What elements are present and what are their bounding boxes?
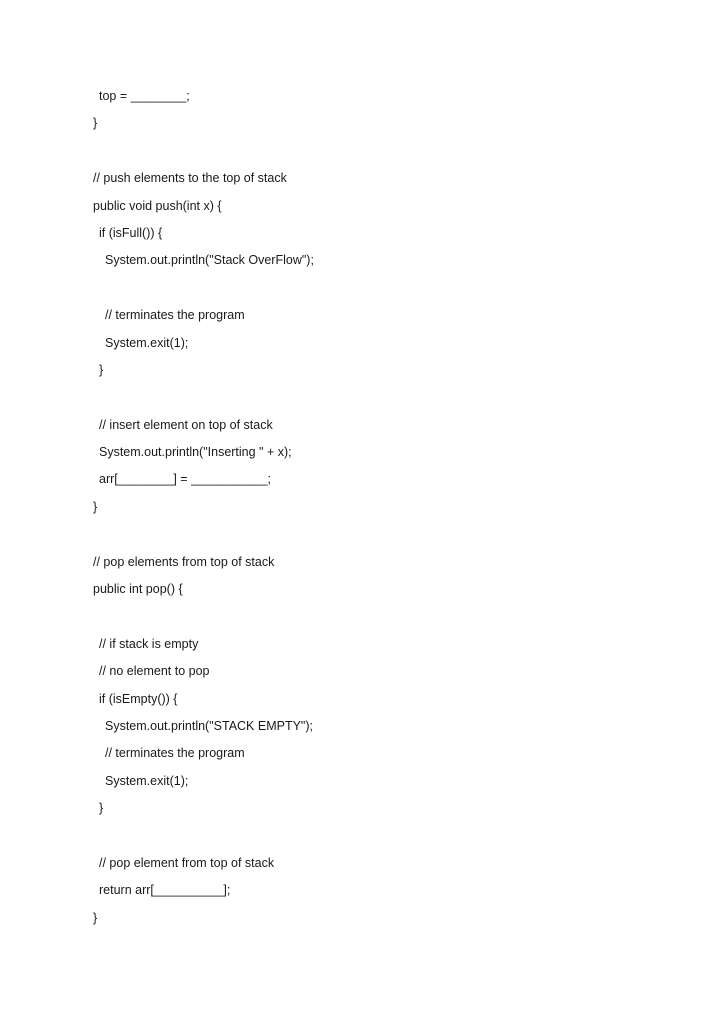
code-line-text: } xyxy=(93,910,98,925)
code-line xyxy=(0,223,724,250)
code-line-text: return arr[__________]; xyxy=(99,883,231,898)
code-line xyxy=(0,552,724,579)
code-line xyxy=(0,250,724,277)
code-line xyxy=(0,826,724,853)
code-line-text: System.exit(1); xyxy=(105,773,189,788)
code-line-text: } xyxy=(99,362,104,377)
code-line xyxy=(0,908,724,935)
code-line-text: // terminates the program xyxy=(105,308,245,323)
code-line xyxy=(0,880,724,907)
code-line-text: // push elements to the top of stack xyxy=(93,171,287,186)
code-line xyxy=(0,333,724,360)
code-listing xyxy=(0,86,724,935)
code-line-text: arr[________] = ___________; xyxy=(99,472,272,487)
code-line-text: if (isEmpty()) { xyxy=(99,691,178,706)
code-line-text: // terminates the program xyxy=(105,746,245,761)
code-line xyxy=(0,168,724,195)
code-line-text: top = ________; xyxy=(99,89,190,103)
code-line xyxy=(0,469,724,496)
code-line-text: // if stack is empty xyxy=(99,636,199,651)
code-line-text: System.exit(1); xyxy=(105,335,189,350)
code-line xyxy=(0,771,724,798)
code-line xyxy=(0,853,724,880)
code-line xyxy=(0,113,724,140)
code-line xyxy=(0,798,724,825)
code-line xyxy=(0,689,724,716)
code-line xyxy=(0,141,724,168)
code-line-text: } xyxy=(93,499,98,514)
code-line-text: // pop element from top of stack xyxy=(99,855,275,870)
code-line xyxy=(0,661,724,688)
code-line xyxy=(0,442,724,469)
code-line-text: System.out.println("STACK EMPTY"); xyxy=(105,718,313,733)
code-line xyxy=(0,305,724,332)
code-line xyxy=(0,579,724,606)
code-line xyxy=(0,524,724,551)
code-line-text: public void push(int x) { xyxy=(93,198,222,213)
code-line xyxy=(0,415,724,442)
code-line xyxy=(0,196,724,223)
code-line-text: // pop elements from top of stack xyxy=(93,554,275,569)
code-line-text: } xyxy=(99,801,104,816)
code-line-text: // insert element on top of stack xyxy=(99,417,273,432)
code-line-text: if (isFull()) { xyxy=(99,225,163,240)
code-line xyxy=(0,606,724,633)
code-line-text: public int pop() { xyxy=(93,582,183,597)
code-line-text: System.out.println("Inserting " + x); xyxy=(99,445,292,460)
code-line xyxy=(0,86,724,113)
code-line xyxy=(0,360,724,387)
code-line-text: // no element to pop xyxy=(99,664,210,679)
code-line xyxy=(0,716,724,743)
code-line xyxy=(0,634,724,661)
code-line xyxy=(0,497,724,524)
code-line xyxy=(0,387,724,414)
code-line-text: } xyxy=(93,116,98,131)
code-line xyxy=(0,278,724,305)
code-line-text: System.out.println("Stack OverFlow"); xyxy=(105,253,314,268)
code-line xyxy=(0,743,724,770)
